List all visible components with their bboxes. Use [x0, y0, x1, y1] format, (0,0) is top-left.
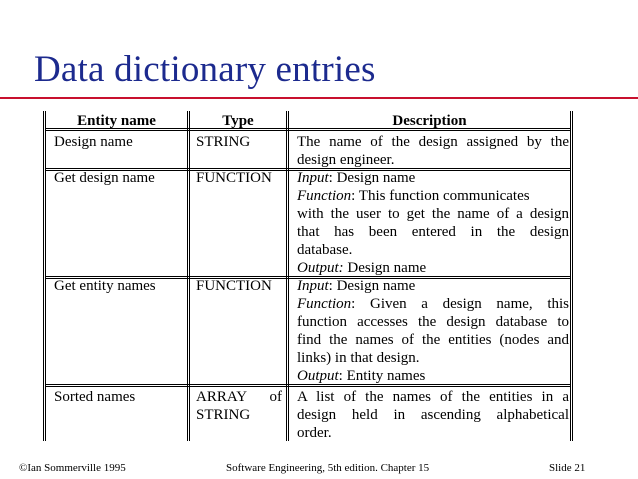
description-line: [297, 367, 569, 385]
description-line: The name of the design assigned by the: [297, 134, 569, 150]
description-text: Design name: [343, 260, 427, 276]
description-cell: [297, 277, 569, 385]
entity-name-cell: Design name: [54, 134, 133, 150]
footer-book-title: Software Engineering, 5th edition. Chapter 15: [226, 462, 430, 474]
description-line: find the names of the entities (nodes and: [297, 332, 569, 348]
type-line: STRING: [196, 134, 251, 150]
description-line: design engineer.: [297, 152, 395, 168]
description-line: A list of the names of the entities in a: [297, 389, 569, 405]
title-divider: [0, 97, 638, 99]
type-cell: [196, 133, 282, 151]
type-line: STRING: [196, 407, 251, 423]
description-line: [297, 277, 569, 295]
description-label: Function: [297, 188, 352, 204]
description-text: : Given a design name, this: [351, 296, 569, 312]
description-line: database.: [297, 242, 353, 258]
description-label: Output:: [297, 260, 344, 276]
type-cell: [196, 388, 282, 424]
footer-copyright: ©Ian Sommerville 1995: [19, 462, 126, 474]
type-line: ARRAY of: [196, 389, 282, 405]
description-label: Function: [297, 296, 352, 312]
description-line: [297, 295, 569, 313]
description-line: [297, 187, 569, 205]
description-text: : This function communicates: [351, 188, 530, 204]
description-cell: [297, 169, 569, 277]
description-line: with the user to get the name of a design: [297, 206, 569, 222]
description-line: [297, 169, 569, 187]
footer-slide-number: Slide 21: [549, 462, 586, 474]
slide-title: Data dictionary entries: [34, 49, 376, 90]
description-line: order.: [297, 425, 332, 441]
header-type: Type: [222, 113, 254, 129]
description-line: design held in ascending alphabetical: [297, 407, 569, 423]
description-text: : Entity names: [338, 368, 426, 384]
description-line: function accesses the design database to: [297, 314, 569, 330]
description-label: Output: [297, 368, 339, 384]
description-line: links) in that design.: [297, 350, 420, 366]
description-label: Input: [297, 170, 329, 186]
header-description: Description: [392, 113, 467, 129]
description-label: Input: [297, 278, 329, 294]
entity-name-cell: Sorted names: [54, 389, 136, 405]
data-dictionary-table: [43, 111, 573, 441]
type-line: FUNCTION: [196, 278, 272, 294]
description-cell: [297, 133, 569, 169]
header-entity-name: Entity name: [77, 113, 156, 129]
entity-name-cell: Get entity names: [54, 278, 156, 294]
type-cell: [196, 169, 282, 187]
type-line: FUNCTION: [196, 170, 272, 186]
entity-name-cell: Get design name: [54, 170, 155, 186]
description-line: [297, 259, 569, 277]
type-cell: [196, 277, 282, 295]
description-text: : Design name: [328, 278, 416, 294]
description-cell: [297, 388, 569, 442]
description-text: : Design name: [328, 170, 416, 186]
description-line: that has been entered in the design: [297, 224, 569, 240]
